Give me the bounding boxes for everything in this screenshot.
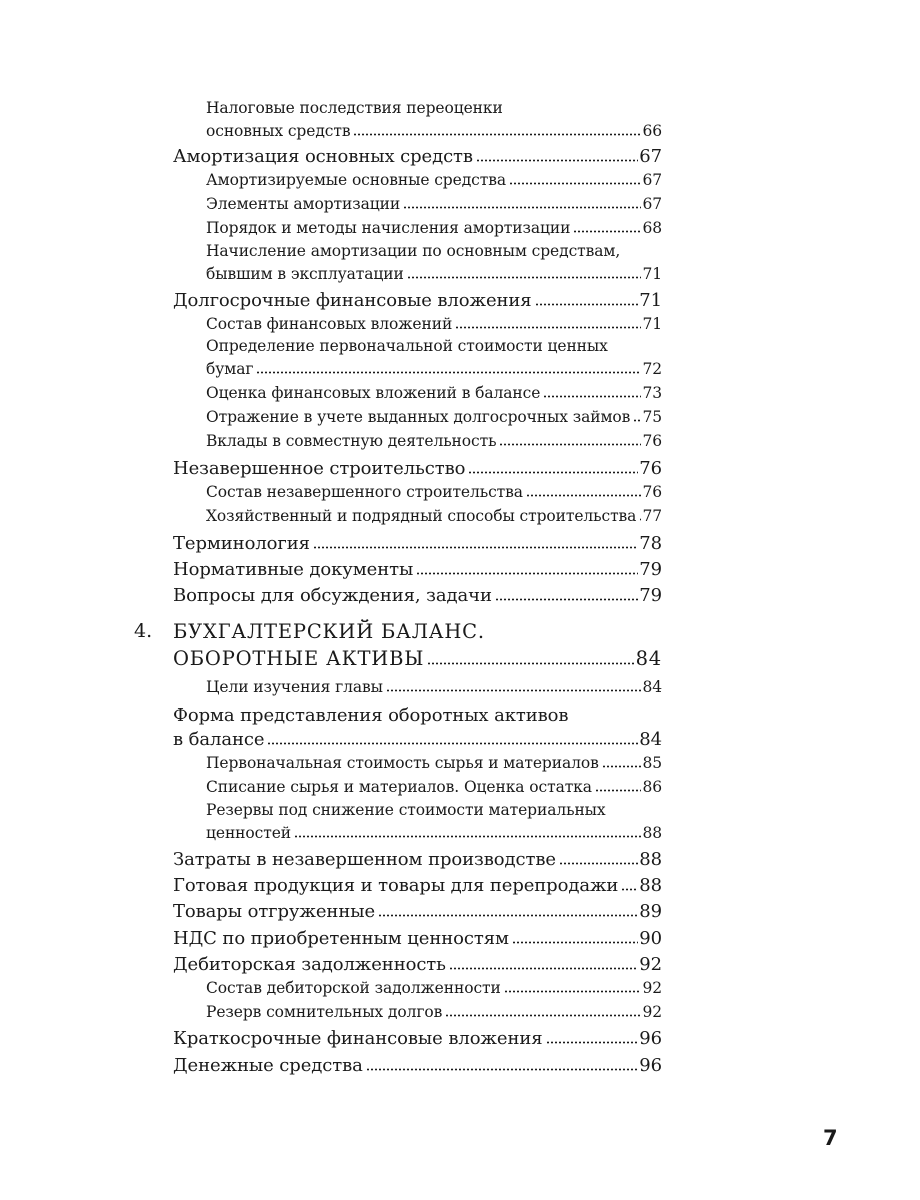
toc-entry-title: Списание сырья и материалов. Оценка остатка bbox=[206, 778, 592, 796]
toc-page-number: 88 bbox=[639, 849, 662, 870]
toc-entry-title: Товары отгруженные bbox=[173, 901, 376, 922]
toc-leader-dots bbox=[526, 494, 642, 497]
toc-entry-title: Амортизация основных средств bbox=[173, 146, 473, 167]
toc-page-number: 76 bbox=[639, 458, 662, 479]
toc-entry-title: Краткосрочные финансовые вложения bbox=[173, 1028, 543, 1049]
toc-leader-dots bbox=[294, 835, 641, 838]
toc-leader-dots bbox=[427, 662, 634, 665]
toc-page-number: 75 bbox=[642, 408, 662, 426]
toc-entry-title: Резерв сомнительных долгов bbox=[206, 1003, 443, 1021]
toc-page-number: 76 bbox=[642, 483, 662, 501]
toc-page-number: 89 bbox=[639, 901, 662, 922]
toc-leader-dots bbox=[639, 518, 641, 521]
toc-page-number: 88 bbox=[639, 875, 662, 896]
toc-leader-dots bbox=[449, 967, 638, 970]
toc-leader-dots bbox=[366, 1068, 639, 1071]
toc-leader-dots bbox=[543, 395, 641, 398]
toc-entry-title: Первоначальная стоимость сырья и материалов bbox=[206, 754, 599, 772]
toc-page-number: 78 bbox=[639, 533, 662, 554]
toc-leader-dots bbox=[595, 789, 642, 792]
toc-entry-title: Цели изучения главы bbox=[206, 678, 383, 696]
page-number: 7 bbox=[823, 1126, 838, 1150]
toc-leader-dots bbox=[512, 941, 638, 944]
toc-page-number: 77 bbox=[642, 507, 662, 525]
toc-leader-dots bbox=[386, 689, 642, 692]
toc-leader-dots bbox=[495, 598, 638, 601]
toc-page-number: 88 bbox=[642, 824, 662, 842]
toc-entry-title: Долгосрочные финансовые вложения bbox=[173, 290, 532, 311]
toc-page-number: 96 bbox=[639, 1055, 662, 1076]
toc-leader-dots bbox=[621, 888, 638, 891]
toc-entry-title: БУХГАЛТЕРСКИЙ БАЛАНС. bbox=[173, 620, 485, 643]
toc-entry-title: НДС по приобретенным ценностям bbox=[173, 928, 509, 949]
toc-entry-title: ценностей bbox=[206, 824, 291, 842]
toc-page-number: 79 bbox=[639, 585, 662, 606]
toc-leader-dots bbox=[476, 159, 638, 162]
toc-entry-title: Готовая продукция и товары для перепродажи bbox=[173, 875, 619, 896]
toc-page-number: 72 bbox=[642, 360, 662, 378]
toc-page-number: 96 bbox=[639, 1028, 662, 1049]
toc-leader-dots bbox=[499, 443, 641, 446]
toc-entry-title: бумаг bbox=[206, 360, 254, 378]
toc-leader-dots bbox=[353, 133, 641, 136]
toc-page-number: 90 bbox=[639, 928, 662, 949]
toc-entry-title: Затраты в незавершенном производстве bbox=[173, 849, 556, 870]
toc-leader-dots bbox=[455, 326, 641, 329]
toc-entry-title: Состав дебиторской задолженности bbox=[206, 979, 501, 997]
toc-entry-title: Амортизируемые основные средства bbox=[206, 171, 506, 189]
toc-entry-title: Элементы амортизации bbox=[206, 195, 401, 213]
toc-leader-dots bbox=[573, 230, 641, 233]
toc-page-number: 71 bbox=[642, 265, 662, 283]
toc-page-number: 71 bbox=[639, 290, 662, 311]
toc-leader-dots bbox=[416, 572, 638, 575]
toc-entry-title: основных средств bbox=[206, 122, 351, 140]
toc-page-number: 86 bbox=[642, 778, 662, 796]
toc-leader-dots bbox=[378, 914, 638, 917]
toc-leader-dots bbox=[256, 371, 641, 374]
toc-leader-dots bbox=[445, 1014, 641, 1017]
toc-entry-title: Определение первоначальной стоимости ценных bbox=[206, 337, 608, 355]
toc-leader-dots bbox=[468, 471, 638, 474]
toc-leader-dots bbox=[403, 206, 641, 209]
toc-page-number: 73 bbox=[642, 384, 662, 402]
toc-entry-title: Начисление амортизации по основным средствам, bbox=[206, 242, 621, 260]
toc-leader-dots bbox=[267, 742, 638, 745]
toc-entry-title: в балансе bbox=[173, 729, 265, 750]
toc-page-number: 85 bbox=[642, 754, 662, 772]
toc-page-number: 84 bbox=[642, 678, 662, 696]
toc-page-number: 84 bbox=[635, 647, 662, 670]
toc-entry-title: ОБОРОТНЫЕ АКТИВЫ bbox=[173, 647, 425, 670]
toc-entry-title: Отражение в учете выданных долгосрочных займов bbox=[206, 408, 631, 426]
toc-leader-dots bbox=[602, 765, 642, 768]
toc-page-number: 68 bbox=[642, 219, 662, 237]
toc-leader-dots bbox=[633, 419, 641, 422]
toc-entry-title: бывшим в эксплуатации bbox=[206, 265, 404, 283]
toc-entry-title: Форма представления оборотных активов bbox=[173, 705, 569, 726]
toc-leader-dots bbox=[559, 862, 638, 865]
toc-page-number: 79 bbox=[639, 559, 662, 580]
toc-leader-dots bbox=[313, 546, 638, 549]
toc-leader-dots bbox=[509, 182, 642, 185]
toc-entry-title: Хозяйственный и подрядный способы строительства bbox=[206, 507, 637, 525]
toc-entry-title: Денежные средства bbox=[173, 1055, 363, 1076]
toc-page-number: 67 bbox=[642, 195, 662, 213]
toc-leader-dots bbox=[504, 990, 642, 993]
toc-page-number: 92 bbox=[642, 1003, 662, 1021]
toc-page-number: 76 bbox=[642, 432, 662, 450]
toc-page-number: 84 bbox=[639, 729, 662, 750]
toc-entry-title: Незавершенное строительство bbox=[173, 458, 466, 479]
toc-page-number: 67 bbox=[642, 171, 662, 189]
toc-leader-dots bbox=[546, 1041, 639, 1044]
toc-entry-title: Оценка финансовых вложений в балансе bbox=[206, 384, 541, 402]
toc-entry-title: Нормативные документы bbox=[173, 559, 414, 580]
toc-entry-title: Состав незавершенного строительства bbox=[206, 483, 523, 501]
toc-entry-title: Состав финансовых вложений bbox=[206, 315, 453, 333]
toc-entry-title: Вопросы для обсуждения, задачи bbox=[173, 585, 492, 606]
toc-entry-title: Налоговые последствия переоценки bbox=[206, 99, 503, 117]
toc-leader-dots bbox=[407, 276, 642, 279]
toc-page-number: 71 bbox=[642, 315, 662, 333]
toc-page-number: 66 bbox=[642, 122, 662, 140]
toc-page-number: 67 bbox=[639, 146, 662, 167]
toc-page-number: 92 bbox=[642, 979, 662, 997]
toc-entry-title: Дебиторская задолженность bbox=[173, 954, 446, 975]
toc-entry-title: Вклады в совместную деятельность bbox=[206, 432, 497, 450]
toc-entry-title: Порядок и методы начисления амортизации bbox=[206, 219, 571, 237]
toc-page-number: 92 bbox=[639, 954, 662, 975]
toc-leader-dots bbox=[535, 303, 639, 306]
toc-entry-title: Резервы под снижение стоимости материальных bbox=[206, 801, 606, 819]
chapter-number: 4. bbox=[134, 620, 153, 642]
toc-entry-title: Терминология bbox=[173, 533, 310, 554]
